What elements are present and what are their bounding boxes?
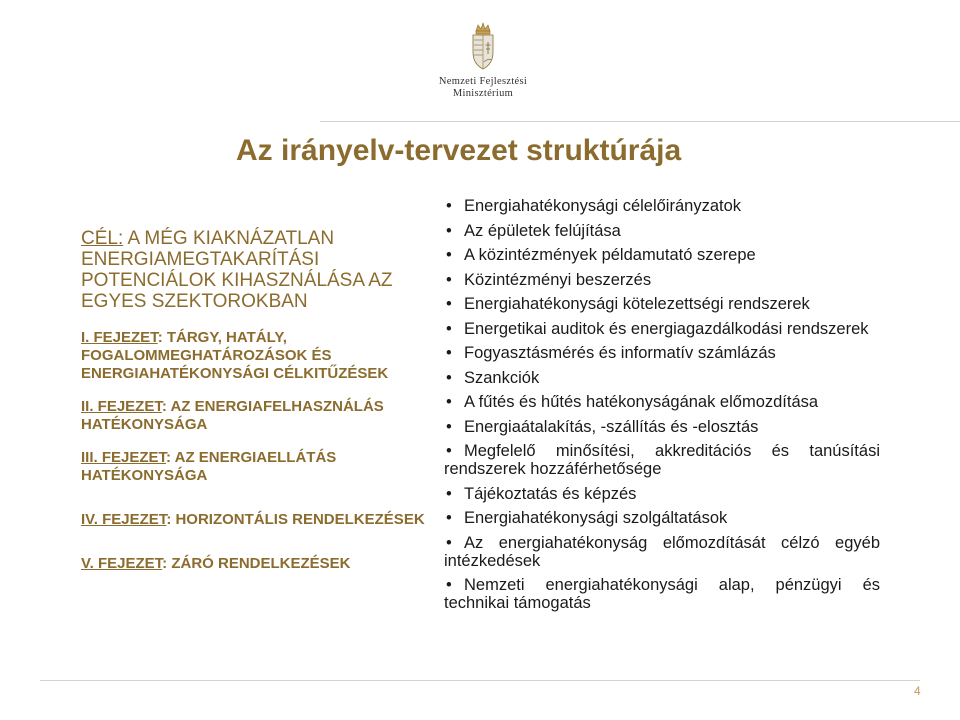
bullet-icon: • [446, 344, 452, 362]
chapter-prefix: II. FEJEZET [81, 398, 162, 415]
hungarian-coat-of-arms-icon [467, 22, 499, 72]
bullet-icon: • [446, 319, 452, 338]
list-item-text: Energiahatékonysági kötelezettségi rendszerek [464, 295, 810, 313]
goal-text: A MÉG KIAKNÁZATLAN ENERGIAMEGTAKARÍTÁSI POTENCIÁLOK KIHASZNÁLÁSA AZ EGYES SZEKTOROKBAN [81, 228, 393, 312]
bullet-icon: • [446, 270, 452, 289]
list-item-text: Energiaátalakítás, -szállítás és -elosztás [464, 417, 759, 436]
bullet-icon: • [446, 533, 452, 552]
goal-prefix: CÉL: [81, 228, 124, 249]
list-item [444, 485, 880, 503]
list-item-text: A közintézmények példamutató szerepe [464, 246, 756, 264]
bullet-icon: • [446, 576, 452, 594]
list-item [444, 246, 880, 264]
list-item [444, 271, 880, 289]
list-item [444, 534, 880, 570]
list-item [444, 369, 880, 387]
goal-statement [81, 228, 426, 312]
list-item [444, 344, 880, 362]
list-item-text: Az energiahatékonyság előmozdítását célzó egyéb intézkedések [444, 533, 880, 570]
chapter-text: : HORIZONTÁLIS RENDELKEZÉSEK [166, 511, 425, 528]
ministry-line-1: Nemzeti Fejlesztési [438, 76, 528, 87]
chapter-1 [81, 329, 426, 383]
chapter-text: : AZ ENERGIAELLÁTÁS HATÉKONYSÁGA [81, 449, 337, 484]
chapter-prefix: V. FEJEZET [81, 555, 163, 572]
bottom-divider [40, 680, 920, 681]
bullet-icon: • [446, 197, 452, 215]
bullet-icon: • [446, 295, 452, 313]
list-item-text: Megfelelő minősítési, akkreditációs és tanúsítási rendszerek hozzáférhetősége [444, 442, 880, 478]
list-item [444, 393, 880, 411]
list-item-text: Az épületek felújítása [464, 221, 621, 240]
chapter-text: : AZ ENERGIAFELHASZNÁLÁS HATÉKONYSÁGA [81, 398, 384, 433]
chapter-prefix: III. FEJEZET [81, 449, 167, 466]
bullet-icon: • [446, 509, 452, 527]
ministry-name [428, 76, 538, 100]
list-item-text: Energiahatékonysági szolgáltatások [464, 509, 728, 527]
list-item-text: A fűtés és hűtés hatékonyságának előmozdítása [464, 393, 819, 411]
list-item [444, 197, 880, 215]
left-column [81, 228, 426, 588]
bullet-icon: • [446, 221, 452, 240]
chapter-3 [81, 449, 426, 485]
bullet-icon: • [446, 368, 452, 387]
list-item-text: Energiahatékonysági célelőirányzatok [464, 197, 742, 215]
bullet-icon: • [446, 393, 452, 411]
list-item [444, 576, 880, 612]
list-item [444, 320, 880, 338]
bullet-icon: • [446, 484, 452, 503]
chapter-text: : ZÁRÓ RENDELKEZÉSEK [162, 555, 351, 572]
list-item-text: Nemzeti energiahatékonysági alap, pénzügyi és technikai támogatás [444, 576, 880, 612]
list-item-text: Közintézményi beszerzés [464, 270, 652, 289]
slide-title: Az irányelv-tervezet struktúrája [236, 134, 682, 167]
bullet-icon: • [446, 442, 452, 460]
bullet-icon: • [446, 417, 452, 436]
ministry-line-2: Minisztérium [452, 88, 514, 99]
topic-list [444, 197, 880, 612]
top-divider [320, 121, 960, 122]
list-item [444, 418, 880, 436]
right-column [444, 197, 880, 619]
chapter-2 [81, 398, 426, 434]
chapter-prefix: I. FEJEZET [81, 329, 158, 346]
ministry-logo [428, 22, 538, 100]
list-item-text: Energetikai auditok és energiagazdálkodási rendszerek [464, 319, 869, 338]
list-item-text: Tájékoztatás és képzés [464, 484, 637, 503]
chapter-4 [81, 511, 426, 529]
bullet-icon: • [446, 246, 452, 264]
page-number: 4 [914, 684, 921, 698]
list-item-text: Szankciók [464, 368, 540, 387]
list-item [444, 222, 880, 240]
list-item-text: Fogyasztásmérés és informatív számlázás [464, 344, 776, 362]
chapter-prefix: IV. FEJEZET [81, 511, 167, 528]
chapter-text: : TÁRGY, HATÁLY, FOGALOMMEGHATÁROZÁSOK ÉS ENERGIAHATÉKONYSÁGI CÉLKITŰZÉSEK [81, 329, 389, 382]
list-item [444, 295, 880, 313]
list-item [444, 442, 880, 478]
chapter-5 [81, 555, 426, 573]
list-item [444, 509, 880, 527]
